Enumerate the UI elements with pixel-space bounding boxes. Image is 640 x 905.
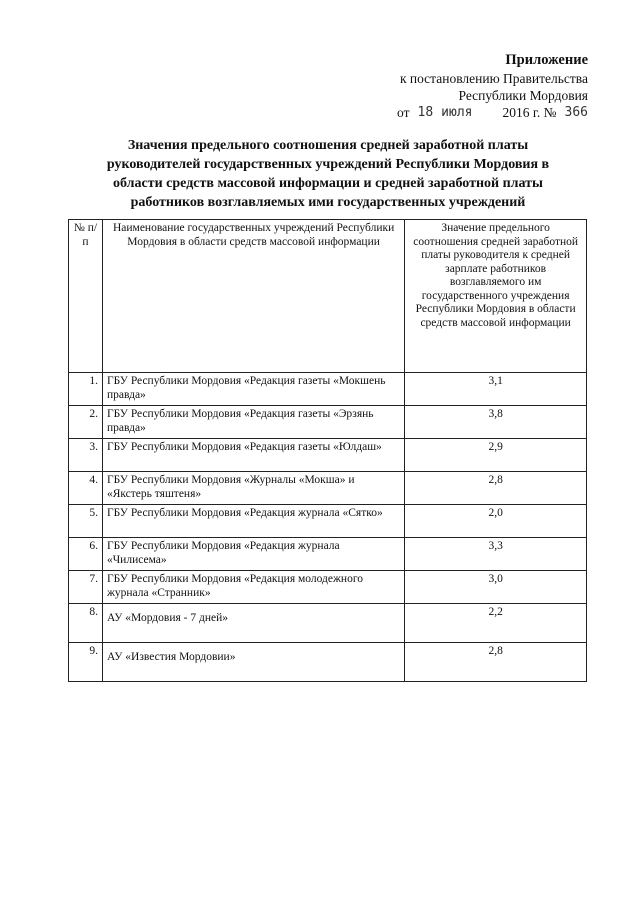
header-num: № п/п xyxy=(69,220,103,373)
row-value: 3,3 xyxy=(405,538,587,571)
row-value: 2,8 xyxy=(405,643,587,682)
row-name: АУ «Известия Мордовии» xyxy=(102,643,404,682)
row-name: ГБУ Республики Мордовия «Редакция журнала «Сятко» xyxy=(102,505,404,538)
date-gap xyxy=(480,104,494,121)
row-num: 8. xyxy=(69,604,103,643)
row-num: 1. xyxy=(69,373,103,406)
row-name: ГБУ Республики Мордовия «Редакция газеты «Юлдаш» xyxy=(102,439,404,472)
appendix-block xyxy=(340,52,588,121)
appendix-line-2: Республики Мордовия xyxy=(458,88,588,103)
date-prefix: от xyxy=(397,105,410,120)
row-name: ГБУ Республики Мордовия «Редакция молодежного журнала «Странник» xyxy=(102,571,404,604)
date-year: 2016 г. № xyxy=(502,105,557,120)
table-row xyxy=(69,505,587,538)
table-row xyxy=(69,406,587,439)
row-num: 9. xyxy=(69,643,103,682)
ratio-table xyxy=(68,219,587,682)
row-name: ГБУ Республики Мордовия «Редакция журнала «Чилисема» xyxy=(102,538,404,571)
row-value: 2,9 xyxy=(405,439,587,472)
row-num: 2. xyxy=(69,406,103,439)
row-name: АУ «Мордовия - 7 дней» xyxy=(102,604,404,643)
decree-number: 366 xyxy=(564,105,588,120)
table-row xyxy=(69,643,587,682)
row-num: 7. xyxy=(69,571,103,604)
row-value: 2,0 xyxy=(405,505,587,538)
appendix-line-1: к постановлению Правительства xyxy=(399,71,588,86)
appendix-heading: Приложение xyxy=(505,52,588,68)
title-line-4: работников возглавляемых ими государственных учреждений xyxy=(130,195,526,210)
table-row xyxy=(69,472,587,505)
document-title xyxy=(70,136,586,212)
row-num: 6. xyxy=(69,538,103,571)
row-name: ГБУ Республики Мордовия «Редакция газеты «Мокшень правда» xyxy=(102,373,404,406)
row-value: 3,8 xyxy=(405,406,587,439)
title-line-2: руководителей государственных учреждений Республики Мордовия в xyxy=(106,157,550,172)
title-line-1: Значения предельного соотношения средней заработной платы xyxy=(127,138,529,153)
table-row xyxy=(69,604,587,643)
table-row xyxy=(69,439,587,472)
date-month: июля xyxy=(441,105,473,120)
table-row xyxy=(69,571,587,604)
header-name: Наименование государственных учреждений Республики Мордовия в области средств массовой информации xyxy=(102,220,404,373)
row-name: ГБУ Республики Мордовия «Редакция газеты «Эрзянь правда» xyxy=(102,406,404,439)
row-value: 2,2 xyxy=(405,604,587,643)
row-value: 2,8 xyxy=(405,472,587,505)
table-row xyxy=(69,538,587,571)
title-line-3: области средств массовой информации и средней заработной платы xyxy=(113,176,543,191)
row-name: ГБУ Республики Мордовия «Журналы «Мокша» и «Якстерь тяштеня» xyxy=(102,472,404,505)
row-num: 3. xyxy=(69,439,103,472)
table-header-row xyxy=(69,220,587,373)
row-value: 3,0 xyxy=(405,571,587,604)
header-value: Значение предельного соотношения средней заработной платы руководителя к средней зарплате работников возглавляемого им государственного учреждения Республики Мордовия в области средств массовой информации xyxy=(405,220,587,373)
row-num: 5. xyxy=(69,505,103,538)
appendix-date-line xyxy=(340,104,588,121)
row-num: 4. xyxy=(69,472,103,505)
row-value: 3,1 xyxy=(405,373,587,406)
table-row xyxy=(69,373,587,406)
date-day: 18 xyxy=(417,105,434,120)
